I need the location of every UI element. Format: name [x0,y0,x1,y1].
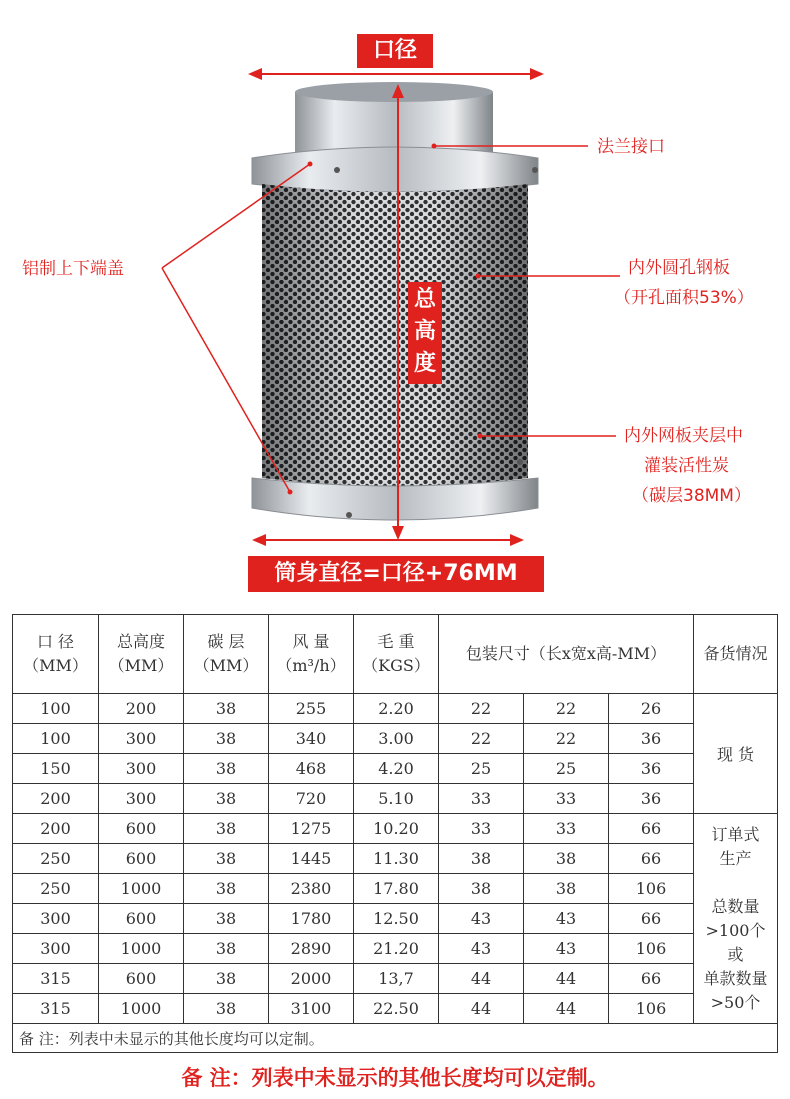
stock-order-line: >50个 [710,992,761,1012]
table-cell: 12.50 [354,904,439,934]
table-cell: 1000 [99,934,184,964]
plate-label-line1: 内外圆孔钢板 [628,258,730,278]
table-cell: 38 [184,904,269,934]
table-cell: 22 [524,724,609,754]
table-cell: 38 [184,964,269,994]
table-cell: 2890 [269,934,354,964]
table-row [13,994,778,1024]
table-cell: 38 [184,814,269,844]
table-cell: 38 [184,934,269,964]
table-cell: 340 [269,724,354,754]
table-cell: 1000 [99,874,184,904]
arrowhead [392,526,404,540]
table-cell: 2000 [269,964,354,994]
stock-in-cell: 现 货 [694,694,778,814]
arrowhead [510,534,524,546]
table-cell: 38 [524,844,609,874]
note-row [13,1024,778,1053]
table-cell: 36 [609,784,694,814]
table-cell: 36 [609,754,694,784]
table-cell: 38 [184,754,269,784]
table-cell: 600 [99,844,184,874]
table-cell: 600 [99,814,184,844]
table-cell: 100 [13,724,99,754]
table-cell: 300 [99,724,184,754]
table-cell: 468 [269,754,354,784]
table-note: 备 注：列表中未显示的其他长度均可以定制。 [13,1024,778,1053]
table-row [13,724,778,754]
table-cell: 38 [439,874,524,904]
table-cell: 22.50 [354,994,439,1024]
table-cell: 2380 [269,874,354,904]
callout-dot [476,274,481,279]
table-cell: 5.10 [354,784,439,814]
table-row [13,904,778,934]
stock-order-cell [694,814,778,1024]
table-cell: 44 [439,964,524,994]
table-cell: 3100 [269,994,354,1024]
table-cell: 38 [439,844,524,874]
table-row [13,964,778,994]
header-weight: 毛 重 （KGS） [354,615,439,694]
rivet [517,459,523,465]
table-cell: 22 [439,724,524,754]
table-cell: 44 [524,964,609,994]
callout-dot [478,434,483,439]
table-cell: 100 [13,694,99,724]
table-row [13,934,778,964]
table-row [13,844,778,874]
arrowhead [252,534,266,546]
table-cell: 10.20 [354,814,439,844]
bottom-note: 备 注：列表中未显示的其他长度均可以定制。 [181,1066,609,1090]
caliber-tag: 口径 [357,34,433,68]
table-cell: 3.00 [354,724,439,754]
table-cell: 38 [184,784,269,814]
stock-order-line [694,871,777,895]
diameter-tag: 筒身直径=口径+76MM [248,556,544,592]
table-row [13,874,778,904]
height-tag-char: 总 [413,287,436,312]
callout-dot [288,490,293,495]
table-cell: 38 [184,694,269,724]
header-package: 包装尺寸（长x宽x高-MM） [439,615,694,694]
table-cell: 44 [524,994,609,1024]
table-cell: 200 [99,694,184,724]
rivet [346,512,352,518]
table-cell: 43 [439,904,524,934]
table-cell: 22 [439,694,524,724]
header-caliber: 口 径 （MM） [13,615,99,694]
table-cell: 43 [524,904,609,934]
table-cell: 315 [13,964,99,994]
table-cell: 38 [524,874,609,904]
callout-dot [432,144,437,149]
table-cell: 300 [99,784,184,814]
height-tag-char: 高 [413,319,436,344]
table-cell: 300 [99,754,184,784]
height-tag [408,282,442,384]
table-cell: 66 [609,814,694,844]
table-cell: 13,7 [354,964,439,994]
table-row [13,814,778,844]
header-carbon: 碳 层 （MM） [184,615,269,694]
table-cell: 250 [13,844,99,874]
table-cell: 600 [99,964,184,994]
spec-table [12,614,778,1053]
table-cell: 33 [524,784,609,814]
table-cell: 21.20 [354,934,439,964]
table-cell: 1445 [269,844,354,874]
layer-label-line3: （碳层38MM） [632,486,751,506]
table-cell: 2.20 [354,694,439,724]
table-cell: 33 [439,784,524,814]
table-cell: 106 [609,874,694,904]
table-cell: 66 [609,904,694,934]
table-cell: 720 [269,784,354,814]
plate-label-line2: （开孔面积53%） [614,288,754,308]
rivet [334,167,340,173]
table-cell: 43 [524,934,609,964]
table-cell: 43 [439,934,524,964]
table-cell: 38 [184,844,269,874]
mesh-shading [262,184,528,486]
table-cell: 1000 [99,994,184,1024]
table-row [13,754,778,784]
table-cell: 66 [609,844,694,874]
table-cell: 17.80 [354,874,439,904]
table-cell: 250 [13,874,99,904]
table-cell: 25 [524,754,609,784]
table-row [13,694,778,724]
rivet [532,167,538,173]
table-cell: 26 [609,694,694,724]
layer-label-line1: 内外网板夹层中 [624,426,743,446]
table-cell: 38 [184,874,269,904]
flange-label: 法兰接口 [597,137,665,157]
table-cell: 300 [13,904,99,934]
header-stock: 备货情况 [694,615,778,694]
stock-order-line: >100个 [705,920,766,940]
header-airflow: 风 量 （m³/h） [269,615,354,694]
table-cell: 4.20 [354,754,439,784]
top-cap [252,147,538,192]
table-cell: 22 [524,694,609,724]
table-cell: 150 [13,754,99,784]
table-cell: 300 [13,934,99,964]
table-row [13,784,778,814]
header-row [13,615,778,694]
table-cell: 1275 [269,814,354,844]
table-cell: 38 [184,724,269,754]
table-cell: 44 [439,994,524,1024]
flange-top [295,82,493,102]
table-cell: 106 [609,934,694,964]
stock-order-line: 订单式 [711,824,760,844]
table-cell: 25 [439,754,524,784]
table-cell: 315 [13,994,99,1024]
table-cell: 106 [609,994,694,1024]
table-cell: 1780 [269,904,354,934]
table-cell: 600 [99,904,184,934]
header-height: 总高度 （MM） [99,615,184,694]
table-cell: 255 [269,694,354,724]
table-cell: 66 [609,964,694,994]
stock-order-line: 单款数量 [703,968,768,988]
table-cell: 38 [184,994,269,1024]
arrowhead [530,68,544,80]
layer-label-line2: 灌装活性炭 [644,456,729,476]
table-cell: 33 [524,814,609,844]
table-cell: 200 [13,814,99,844]
arrowhead [248,68,262,80]
table-cell: 200 [13,784,99,814]
callout-dot [308,162,313,167]
stock-order-line: 或 [727,944,744,964]
table-cell: 11.30 [354,844,439,874]
height-tag-char: 度 [413,351,436,376]
stock-order-line: 生产 [719,848,752,868]
cap-label: 铝制上下端盖 [22,259,124,279]
stock-order-line: 总数量 [711,896,760,916]
table-cell: 33 [439,814,524,844]
table-cell: 36 [609,724,694,754]
